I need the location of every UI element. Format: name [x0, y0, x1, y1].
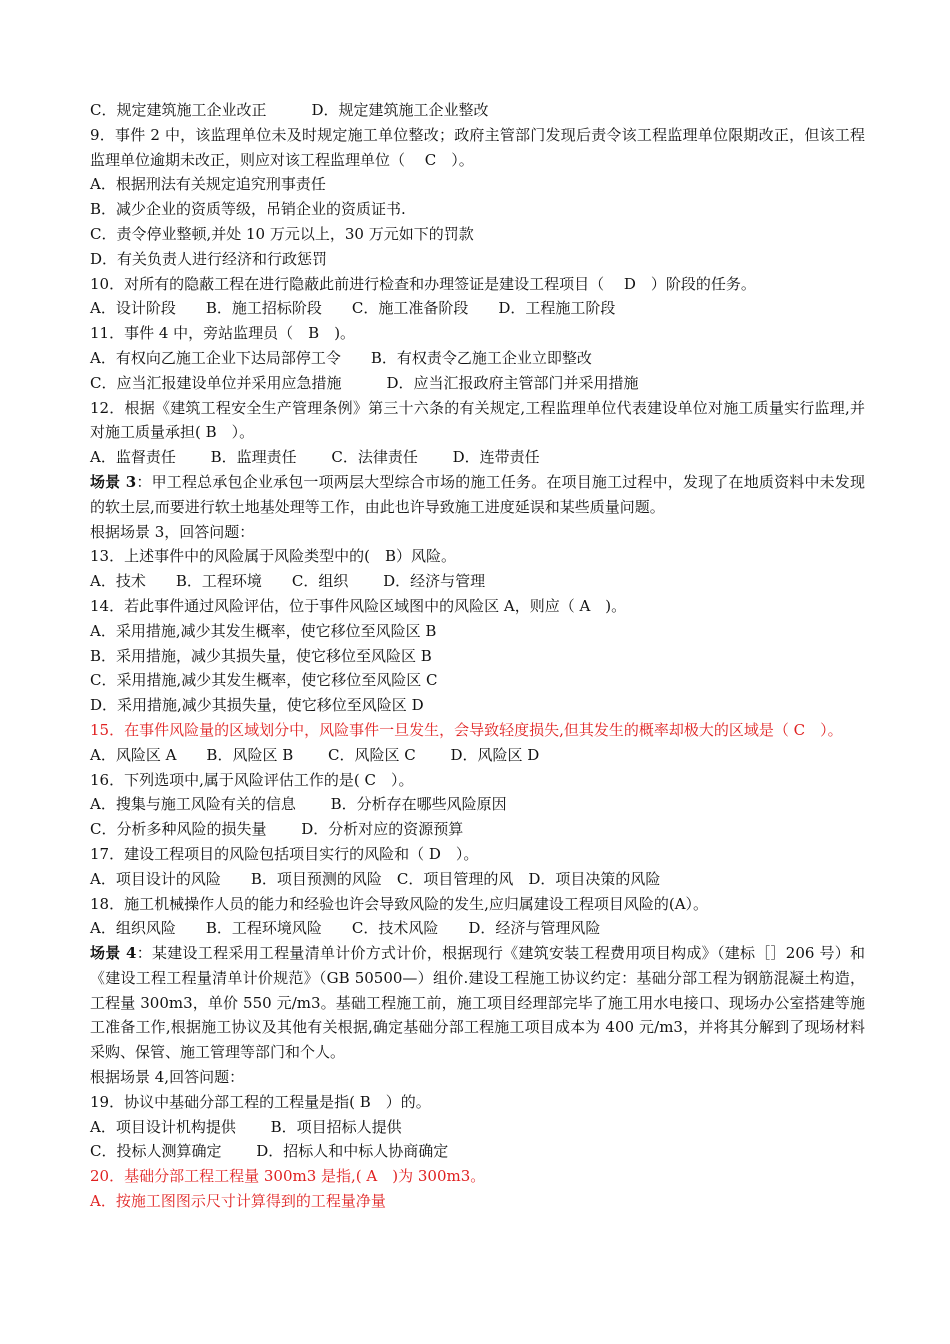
line-text: A．搜集与施工风险有关的信息 B．分析存在哪些风险原因	[90, 795, 507, 814]
scenario-label: 场景 4	[90, 944, 137, 963]
line-text: A．技术 B．工程环境 C．组织 D．经济与管理	[90, 572, 486, 591]
line-text: 18．施工机械操作人员的能力和经验也许会导致风险的发生,应归属建设工程项目风险的(A）。	[90, 894, 709, 913]
line-text: A．采用措施,减少其发生概率，使它移位至风险区 B	[90, 621, 437, 640]
line-text: 14．若此事件通过风险评估，位于事件风险区域图中的风险区 A，则应（ A )。	[90, 596, 627, 615]
text-line	[90, 371, 865, 396]
line-text: 13．上述事件中的风险属于风险类型中的( B）风险。	[90, 547, 456, 566]
text-line	[90, 321, 865, 346]
text-line	[90, 792, 865, 817]
text-line	[90, 123, 865, 173]
line-text: 根据场景 3，回答问题：	[90, 522, 255, 541]
line-text: 15．在事件风险量的区域划分中，风险事件一旦发生，会导致轻度损失,但其发生的概率却极大的区域是（ C ）。	[90, 720, 843, 739]
line-text: A．设计阶段 B．施工招标阶段 C．施工准备阶段 D．工程施工阶段	[90, 299, 616, 318]
line-text: 17．建设工程项目的风险包括项目实行的风险和（ D ）。	[90, 844, 479, 863]
text-line	[90, 396, 865, 446]
line-text: B．采用措施，减少其损失量，使它移位至风险区 B	[90, 646, 432, 665]
line-text: A．监督责任 B．监理责任 C．法律责任 D．连带责任	[90, 448, 540, 467]
text-line	[90, 644, 865, 669]
text-line	[90, 842, 865, 867]
line-text: A．按施工图图示尺寸计算得到的工程量净量	[90, 1192, 386, 1211]
line-text: 10．对所有的隐蔽工程在进行隐蔽此前进行检查和办理签证是建设工程项目（ D ）阶段的任务。	[90, 274, 756, 293]
line-text: C．采用措施,减少其发生概率，使它移位至风险区 C	[90, 671, 438, 690]
text-line	[90, 619, 865, 644]
line-text: C．责令停业整顿,并处 10 万元以上，30 万元如下的罚款	[90, 224, 474, 243]
line-text: ：甲工程总承包企业承包一项两层大型综合市场的施工任务。在项目施工过程中，发现了在地质资料中未发现的软土层,而要进行软土地基处理等工作，由此也许导致施工进度延误和某些质量问题。	[90, 472, 865, 516]
text-line	[90, 445, 865, 470]
text-line	[90, 569, 865, 594]
line-text: 12．根据《建筑工程安全生产管理条例》第三十六条的有关规定,工程监理单位代表建设单位对施工质量实行监理,并对施工质量承担( B ）。	[90, 398, 865, 442]
text-line	[90, 892, 865, 917]
document-body	[90, 98, 865, 1214]
line-text: A．有权向乙施工企业下达局部停工令 B．有权责令乙施工企业立即整改	[90, 348, 592, 367]
text-line	[90, 98, 865, 123]
line-text: ：某建设工程采用工程量清单计价方式计价，根据现行《建筑安装工程费用项目构成》（建标［］206 号）和《建设工程工程量清单计价规范》（GB 50500—）组价.建设工程施工协议约定：基础分部工程为钢筋混凝土构造，工程量 300m3，单价 550 元/m3。基础工程施工前，施工项目经理部完毕了施工用水电接口、现场办公室搭建等施工准备工作,根据施工协议及其他有关根据,确定基础分部工程施工项目成本为 400 元/m3，并将其分解到了现场材料采购、保管、施工管理等部门和个人。	[90, 944, 865, 1062]
line-text: 9．事件 2 中，该监理单位未及时规定施工单位整改；政府主管部门发现后责令该工程监理单位限期改正，但该工程监理单位逾期未改正，则应对该工程监理单位（ C ）。	[90, 125, 865, 169]
text-line	[90, 594, 865, 619]
text-line	[90, 668, 865, 693]
line-text: 根据场景 4,回答问题：	[90, 1068, 245, 1087]
scenario-label: 场景 3	[90, 472, 137, 491]
line-text: C．规定建筑施工企业改正 D．规定建筑施工企业整改	[90, 101, 489, 119]
text-line	[90, 1115, 865, 1140]
text-line	[90, 172, 865, 197]
line-text: C．应当汇报建设单位并采用应急措施 D．应当汇报政府主管部门并采用措施	[90, 373, 639, 392]
line-text: A．风险区 A B．风险区 B C．风险区 C D．风险区 D	[90, 745, 540, 764]
text-line	[90, 1065, 865, 1090]
text-line	[90, 916, 865, 941]
line-text: 19．协议中基础分部工程的工程量是指( B ）的。	[90, 1092, 431, 1111]
scenario-paragraph	[90, 470, 865, 520]
line-text: 20．基础分部工程工程量 300m3 是指,( A )为 300m3。	[90, 1167, 486, 1186]
text-line	[90, 867, 865, 892]
text-line	[90, 1164, 865, 1189]
text-line	[90, 768, 865, 793]
line-text: C．投标人测算确定 D．招标人和中标人协商确定	[90, 1142, 449, 1161]
text-line	[90, 247, 865, 272]
text-line	[90, 520, 865, 545]
line-text: 11．事件 4 中，旁站监理员（ B )。	[90, 324, 356, 343]
line-text: A．组织风险 B．工程环境风险 C．技术风险 D．经济与管理风险	[90, 919, 601, 938]
text-line	[90, 1139, 865, 1164]
text-line	[90, 296, 865, 321]
text-line	[90, 817, 865, 842]
text-line	[90, 743, 865, 768]
text-line	[90, 544, 865, 569]
text-line	[90, 718, 865, 743]
text-line	[90, 1090, 865, 1115]
text-line	[90, 346, 865, 371]
line-text: C．分析多种风险的损失量 D．分析对应的资源预算	[90, 820, 464, 839]
text-line	[90, 693, 865, 718]
text-line	[90, 272, 865, 297]
line-text: A．项目设计机构提供 B．项目招标人提供	[90, 1117, 402, 1136]
line-text: D．有关负责人进行经济和行政惩罚	[90, 249, 328, 268]
line-text: D．采用措施,减少其损失量，使它移位至风险区 D	[90, 696, 424, 715]
line-text: A．根据刑法有关规定追究刑事责任	[90, 175, 326, 194]
text-line	[90, 1189, 865, 1214]
line-text: B．减少企业的资质等级，吊销企业的资质证书.	[90, 200, 406, 219]
text-line	[90, 222, 865, 247]
line-text: 16．下列选项中,属于风险评估工作的是( C ）。	[90, 770, 414, 789]
line-text: A．项目设计的风险 B．项目预测的风险 C．项目管理的风 D．项目决策的风险	[90, 869, 661, 888]
text-line	[90, 197, 865, 222]
scenario-paragraph	[90, 941, 865, 1065]
